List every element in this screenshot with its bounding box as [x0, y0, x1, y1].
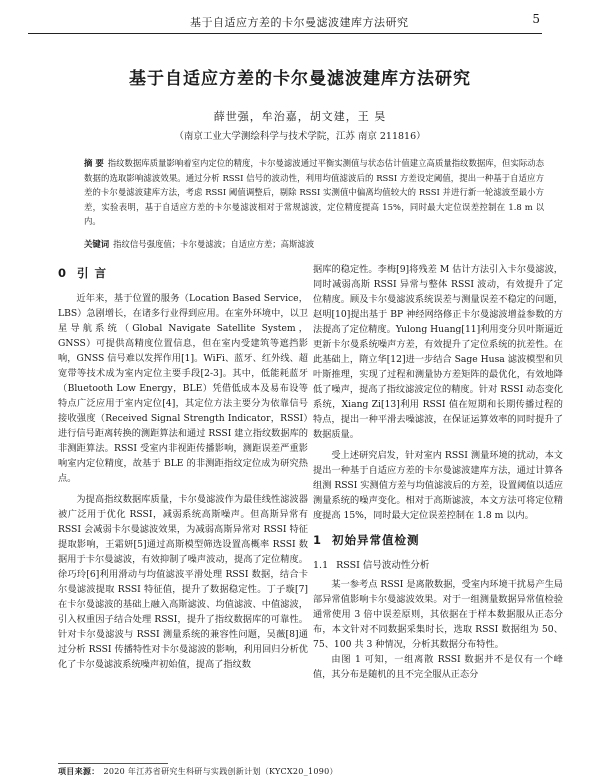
abstract: [84, 156, 544, 229]
section-title: 初始异常值检测: [332, 533, 420, 547]
left-column: [58, 262, 308, 767]
keywords-text: 指纹信号强度值；卡尔曼滤波；自适应方差；高斯滤波: [113, 239, 315, 249]
author-list: 薛世强，牟治嘉，胡文建，王 昊: [213, 110, 387, 123]
keywords-label: 关键词: [84, 239, 110, 249]
right-column: [313, 262, 563, 767]
footnote: [58, 766, 338, 777]
footnote-rule: [58, 763, 168, 764]
section-heading-intro: [58, 266, 308, 281]
paragraph: 为提高指纹数据库质量，卡尔曼滤波作为最佳线性滤波器被广泛用于优化 RSSI，减弱系统高斯噪声。但高斯异常有 RSSI 会减弱卡尔曼滤波效果，为减弱高斯异常对 RSSI 特征提取影响，王霜妍[5]通过高斯模型筛选设置高概率 RSSI 数据用于卡尔曼滤波，有效抑制了噪声波动，提高了定位精度。徐巧玲[6]利用滑动与均值滤波平滑处理 RSSI 数据，结合卡尔曼滤波提取 RSSI 特征值，提升了数据稳定性。丁子璇[7]在卡尔曼滤波的基础上融入高斯滤波、均值滤波、中值滤波，引入权重因子结合处理 RSSI，提升了指纹数据库的可靠性。针对卡尔曼滤波与 RSSI 测量系统的兼容性问题，吴薇[8]通过分析 RSSI 传播特性对卡尔曼滤波的影响，利用回归分析优化了卡尔曼滤波系统噪声初始值，提高了指纹数: [58, 494, 308, 670]
paragraph: 近年来，基于位置的服务（Location Based Service，LBS）急剧增长，在诸多行业得到应用。在室外环境中，以卫星导航系统（Global Navigate Satellite System，GNSS）可提供高精度位置信息，但在室内受建筑等遮挡影响，GNSS 信号难以发挥作用[1]。WiFi、蓝牙、红外线、超宽带等技术成为室内定位主要手段[2-3]。其中，低能耗蓝牙（Bluetooth Low Energy，BLE）凭借低成本及易布设等特点广泛应用于室内定位[4]，其定位方法主要分为依靠信号接收强度（Received Signal Strength Indicator，RSSI）进行信号距离转换的测距算法和通过 RSSI 建立指纹数据库的非测距算法。RSSI 受室内非视距传播影响，测距误差严重影响室内定位精度，故基于 BLE 的非测距指纹定位成为研究热点。: [58, 293, 308, 484]
article-title: 基于自适应方差的卡尔曼滤波建库方法研究: [129, 69, 471, 89]
paragraph: 据库的稳定性。李梅[9]将残差 M 估计方法引入卡尔曼滤波，同时减弱高斯 RSSI 异常与整体 RSSI 波动，有效提升了定位精度。顾及卡尔曼滤波系统误差与测量误差不稳定的问题，赵明[10]提出基于 BP 神经网络修正卡尔曼滤波增益参数的方法提高了定位精度。Yulong Huang[11]利用变分贝叶斯逼近更新卡尔曼系统噪声方差，有效提升了定位系统的抗差性。在此基础上，隋立华[12]进一步结合 Sage Husa 滤波模型和贝叶斯推理，实现了过程和测量协方差矩阵的最优化，有效地降低了噪声，提高了指纹滤波定位的精度。针对 RSSI 动态变化系统，Xiang Zi[13]利用 RSSI 值在短期和长期传播过程的特点，提出一种平滑去噪滤波，在保证运算效率的同时提升了数据质量。: [313, 264, 563, 440]
section-number: 1: [313, 533, 323, 547]
subsection-title: RSSI 信号波动性分析: [336, 560, 430, 571]
running-title: 基于自适应方差的卡尔曼滤波建库方法研究: [190, 16, 409, 29]
abstract-text: 指纹数据库质量影响着室内定位的精度，卡尔曼滤波通过平衡实测值与状态估计值建立高质量指纹数据库，但实际动态数据的选取影响滤波效果。通过分析 RSSI 信号的波动性，利用均值滤波后的 RSSI 方差设定阈值，提出一种基于自适应方差的卡尔曼滤波建库方法，考虑 RSSI 阈值调整后，剔除 RSSI 实测值中偏离均值较大的 RSSI 并进行新一轮滤波至最小方差，实验表明，基于自适应方差的卡尔曼滤波相对于常规滤波，定位精度提高 15%，同时最大定位误差控制在 1.8 m 以内。: [84, 158, 544, 226]
running-header: [0, 0, 600, 34]
affiliation: （南京工业大学测绘科学与技术学院，江苏 南京 211816）: [174, 131, 426, 142]
header-rule: [28, 33, 542, 34]
section-number: 0: [58, 266, 68, 280]
subsection-number: 1.1: [313, 560, 329, 571]
footnote-text: 2020 年江苏省研究生科研与实践创新计划（KYCX20_1090）: [103, 767, 338, 776]
section-heading-1: [313, 533, 563, 548]
abstract-label: 摘 要: [84, 158, 104, 168]
subsection-heading-1-1: [313, 558, 563, 573]
paragraph: 由图 1 可知，一组离散 RSSI 数据并不是仅有一个峰值，其分布是随机的且不完全服从正态分: [313, 654, 563, 680]
paragraph: 某一参考点 RSSI 是离散数据，受室内环境干扰易产生局部异常值影响卡尔曼滤波效果。对于一组测量数据异常值检验通常使用 3 倍中误差原则，其依据在于样本数据服从正态分布，本文针对不同数据采集时长，选取 RSSI 数据组为 50、75、100 共 3 种情况，分析其数据分布特性。: [313, 579, 563, 650]
paragraph: 受上述研究启发，针对室内 RSSI 测量环境的扰动，本文提出一种基于自适应方差的卡尔曼滤波建库方法，通过计算各组测 RSSI 实测值方差与均值滤波后的方差，设置阈值以适应测量系统的噪声变化。相对于高斯滤波，本文方法可将定位精度提高 15%，同时最大定位误差控制在 1.8 m 以内。: [313, 450, 563, 521]
keywords: [84, 238, 544, 250]
section-title: 引 言: [77, 266, 108, 280]
page-number: 5: [532, 12, 540, 26]
footnote-label: 项目来源：: [58, 767, 100, 776]
